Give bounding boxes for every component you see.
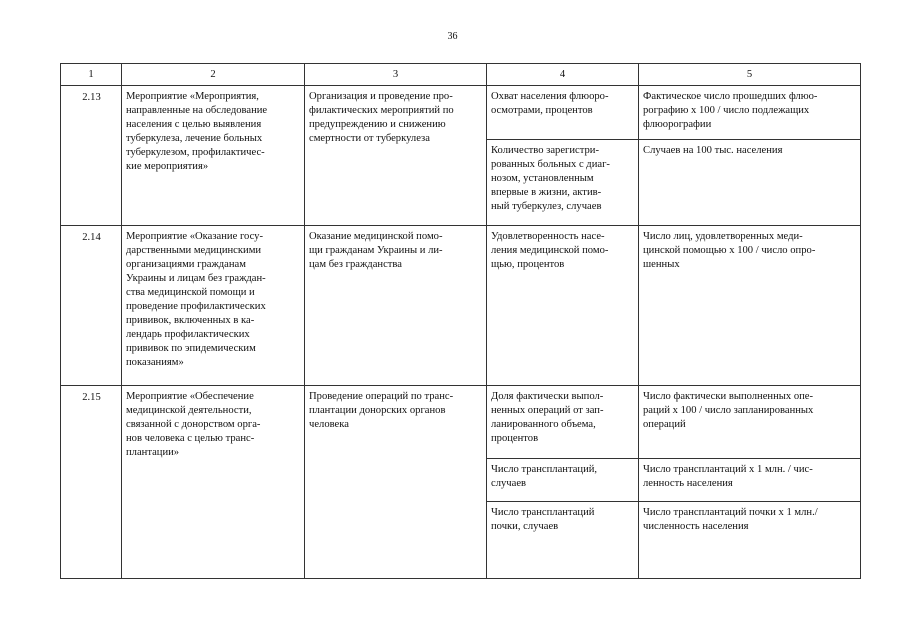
- column-header: 2: [122, 64, 305, 86]
- indicator-name-cell: Количество зарегистри- рованных больных с диаг- нозом, установленным впервые в жизни, актив- ный туберкулез, случаев: [487, 140, 639, 226]
- row-number: 2.15: [61, 386, 122, 579]
- table-row: [61, 386, 861, 459]
- column-header: 3: [305, 64, 487, 86]
- table-row: [61, 86, 861, 140]
- indicator-formula-cell: Число фактически выполненных опе- раций x 100 / число запланированных операций: [639, 386, 861, 459]
- event-cell: Мероприятие «Оказание госу- дарственными медицинскими организациями гражданам Украины и лицам без граждан- ства медицинской помощи и проведение профилактических прививок, включенных в ка- лендарь профилактических прививок по эпидемическим показаниям»: [122, 226, 305, 386]
- indicator-name-cell: Число трансплантаций, случаев: [487, 459, 639, 502]
- page-number: 36: [447, 31, 458, 42]
- indicator-formula-cell: Фактическое число прошедших флюо- рографию x 100 / число подлежащих флюорографии: [639, 86, 861, 140]
- indicator-formula-cell: Число лиц, удовлетворенных меди- цинской помощью x 100 / число опро- шенных: [639, 226, 861, 386]
- indicator-name-cell: Число трансплантаций почки, случаев: [487, 502, 639, 579]
- indicator-formula-cell: Число трансплантаций почки x 1 млн./ численность населения: [639, 502, 861, 579]
- event-cell: Мероприятие «Обеспечение медицинской деятельности, связанной с донорством орга- нов человека с целью транс- плантации»: [122, 386, 305, 579]
- row-number: 2.13: [61, 86, 122, 226]
- table-row: [61, 226, 861, 386]
- column-header: 5: [639, 64, 861, 86]
- event-cell: Мероприятие «Мероприятия, направленные на обследование населения с целью выявления туберкулеза, лечение больных туберкулезом, профилактичес- кие мероприятия»: [122, 86, 305, 226]
- goal-cell: Организация и проведение про- филактических мероприятий по предупреждению и снижению смертности от туберкулеза: [305, 86, 487, 226]
- row-number: 2.14: [61, 226, 122, 386]
- column-header: 1: [61, 64, 122, 86]
- goal-cell: Оказание медицинской помо- щи гражданам Украины и ли- цам без гражданства: [305, 226, 487, 386]
- column-header: 4: [487, 64, 639, 86]
- indicator-name-cell: Охват населения флюоро- осмотрами, процентов: [487, 86, 639, 140]
- indicator-formula-cell: Число трансплантаций x 1 млн. / чис- ленность населения: [639, 459, 861, 502]
- indicator-name-cell: Удовлетворенность насе- ления медицинской помо- щью, процентов: [487, 226, 639, 386]
- indicators-table: [60, 63, 861, 579]
- table-header-row: [61, 64, 861, 86]
- indicator-name-cell: Доля фактически выпол- ненных операций от зап- ланированного объема, процентов: [487, 386, 639, 459]
- goal-cell: Проведение операций по транс- плантации донорских органов человека: [305, 386, 487, 579]
- indicator-formula-cell: Случаев на 100 тыс. населения: [639, 140, 861, 226]
